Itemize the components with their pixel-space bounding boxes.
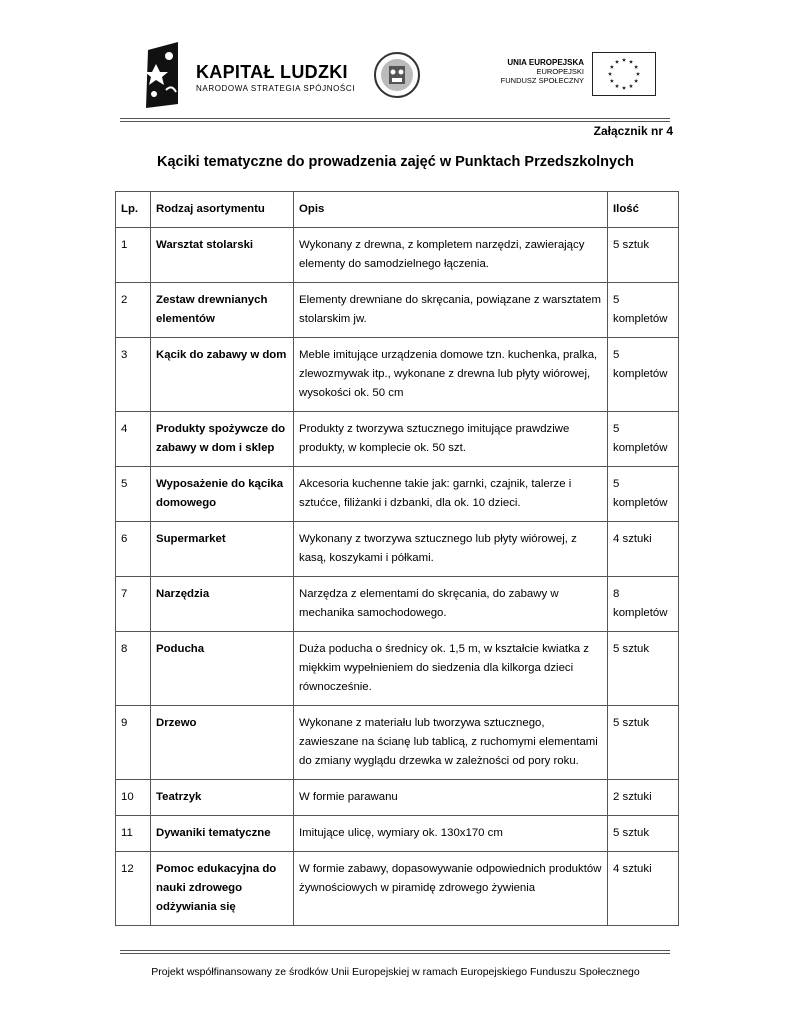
cell-name: Zestaw drewnianych elementów bbox=[151, 283, 294, 338]
items-table bbox=[115, 191, 679, 926]
cell-name: Produkty spożywcze do zabawy w dom i sklep bbox=[151, 412, 294, 467]
cell-desc: Elementy drewniane do skręcania, powiązane z warsztatem stolarskim jw. bbox=[294, 283, 608, 338]
cell-qty: 4 sztuki bbox=[608, 852, 679, 926]
cell-name: Warsztat stolarski bbox=[151, 228, 294, 283]
col-header-lp: Lp. bbox=[116, 192, 151, 228]
cell-name: Drzewo bbox=[151, 706, 294, 780]
kindergarten-emblem-icon bbox=[372, 50, 422, 100]
cell-desc: Imitujące ulicę, wymiary ok. 130x170 cm bbox=[294, 816, 608, 852]
cell-lp: 2 bbox=[116, 283, 151, 338]
cell-desc: Wykonany z drewna, z kompletem narzędzi, zawierający elementy do samodzielnego łączenia. bbox=[294, 228, 608, 283]
cell-lp: 7 bbox=[116, 577, 151, 632]
header-divider bbox=[120, 121, 670, 122]
table-row bbox=[116, 283, 679, 338]
cell-name: Dywaniki tematyczne bbox=[151, 816, 294, 852]
kapital-ludzki-logo-icon bbox=[142, 42, 182, 108]
table-row bbox=[116, 522, 679, 577]
cell-name: Poducha bbox=[151, 632, 294, 706]
logo-subtitle: NARODOWA STRATEGIA SPÓJNOŚCI bbox=[196, 84, 356, 93]
page-header bbox=[0, 0, 791, 120]
cell-lp: 4 bbox=[116, 412, 151, 467]
cell-qty: 2 sztuki bbox=[608, 780, 679, 816]
cell-name: Supermarket bbox=[151, 522, 294, 577]
logo-title: KAPITAŁ LUDZKI bbox=[196, 62, 348, 82]
col-header-desc: Opis bbox=[294, 192, 608, 228]
table-row bbox=[116, 706, 679, 780]
cell-lp: 8 bbox=[116, 632, 151, 706]
cell-desc: Meble imitujące urządzenia domowe tzn. kuchenka, pralka, zlewozmywak itp., wykonane z drewna lub płyty wiórowej, wysokości ok. 50 cm bbox=[294, 338, 608, 412]
cell-desc: Duża poducha o średnicy ok. 1,5 m, w kształcie kwiatka z miękkim wypełnieniem do siedzenia dla kilkorga dzieci równocześnie. bbox=[294, 632, 608, 706]
cell-qty: 5 sztuk bbox=[608, 632, 679, 706]
cell-qty: 5 kompletów bbox=[608, 283, 679, 338]
page-title: Kąciki tematyczne do prowadzenia zajęć w Punktach Przedszkolnych bbox=[156, 154, 635, 170]
cell-qty: 5 kompletów bbox=[608, 338, 679, 412]
footer-text: Projekt współfinansowany ze środków Unii Europejskiej w ramach Europejskiego Funduszu Społecznego bbox=[151, 966, 640, 978]
cell-lp: 3 bbox=[116, 338, 151, 412]
table-row bbox=[116, 228, 679, 283]
cell-desc: Akcesoria kuchenne takie jak: garnki, czajnik, talerze i sztućce, filiżanki i dzbanki, dla ok. 10 dzieci. bbox=[294, 467, 608, 522]
cell-lp: 5 bbox=[116, 467, 151, 522]
table-row bbox=[116, 852, 679, 926]
cell-lp: 6 bbox=[116, 522, 151, 577]
table-header-row bbox=[116, 192, 679, 228]
cell-desc: Narzędza z elementami do skręcania, do zabawy w mechanika samochodowego. bbox=[294, 577, 608, 632]
cell-desc: Produkty z tworzywa sztucznego imitujące prawdziwe produkty, w komplecie ok. 50 szt. bbox=[294, 412, 608, 467]
cell-qty: 4 sztuki bbox=[608, 522, 679, 577]
eu-label-line3: FUNDUSZ SPOŁECZNY bbox=[500, 76, 584, 85]
cell-lp: 10 bbox=[116, 780, 151, 816]
table-row bbox=[116, 780, 679, 816]
cell-name: Narzędzia bbox=[151, 577, 294, 632]
cell-name: Wyposażenie do kącika domowego bbox=[151, 467, 294, 522]
header-divider bbox=[120, 118, 670, 119]
cell-name: Pomoc edukacyjna do nauki zdrowego odżywiania się bbox=[151, 852, 294, 926]
eu-label-line1: UNIA EUROPEJSKA bbox=[507, 58, 584, 67]
cell-qty: 5 kompletów bbox=[608, 467, 679, 522]
col-header-qty: Ilość bbox=[608, 192, 679, 228]
annex-label: Załącznik nr 4 bbox=[593, 124, 673, 138]
cell-name: Kącik do zabawy w dom bbox=[151, 338, 294, 412]
table-row bbox=[116, 467, 679, 522]
cell-qty: 5 sztuk bbox=[608, 228, 679, 283]
table-row bbox=[116, 577, 679, 632]
cell-lp: 11 bbox=[116, 816, 151, 852]
eu-label bbox=[482, 58, 584, 85]
cell-desc: W formie zabawy, dopasowywanie odpowiednich produktów żywnościowych w piramidę zdrowego żywienia bbox=[294, 852, 608, 926]
footer-divider bbox=[120, 950, 670, 951]
footer-divider bbox=[120, 953, 670, 954]
table-row bbox=[116, 816, 679, 852]
cell-desc: Wykonane z materiału lub tworzywa sztucznego, zawieszane na ścianę lub tablicą, z ruchomymi elementami do zmiany wyglądu drzewka w zależności od pory roku. bbox=[294, 706, 608, 780]
cell-desc: Wykonany z tworzywa sztucznego lub płyty wiórowej, z kasą, koszykami i półkami. bbox=[294, 522, 608, 577]
cell-desc: W formie parawanu bbox=[294, 780, 608, 816]
cell-qty: 5 kompletów bbox=[608, 412, 679, 467]
col-header-name: Rodzaj asortymentu bbox=[151, 192, 294, 228]
table-row bbox=[116, 412, 679, 467]
cell-lp: 9 bbox=[116, 706, 151, 780]
cell-qty: 8 kompletów bbox=[608, 577, 679, 632]
cell-qty: 5 sztuk bbox=[608, 816, 679, 852]
cell-lp: 12 bbox=[116, 852, 151, 926]
cell-qty: 5 sztuk bbox=[608, 706, 679, 780]
eu-flag-icon bbox=[592, 52, 656, 96]
eu-label-line2: EUROPEJSKI bbox=[536, 67, 584, 76]
cell-name: Teatrzyk bbox=[151, 780, 294, 816]
table-row bbox=[116, 632, 679, 706]
table-row bbox=[116, 338, 679, 412]
cell-lp: 1 bbox=[116, 228, 151, 283]
